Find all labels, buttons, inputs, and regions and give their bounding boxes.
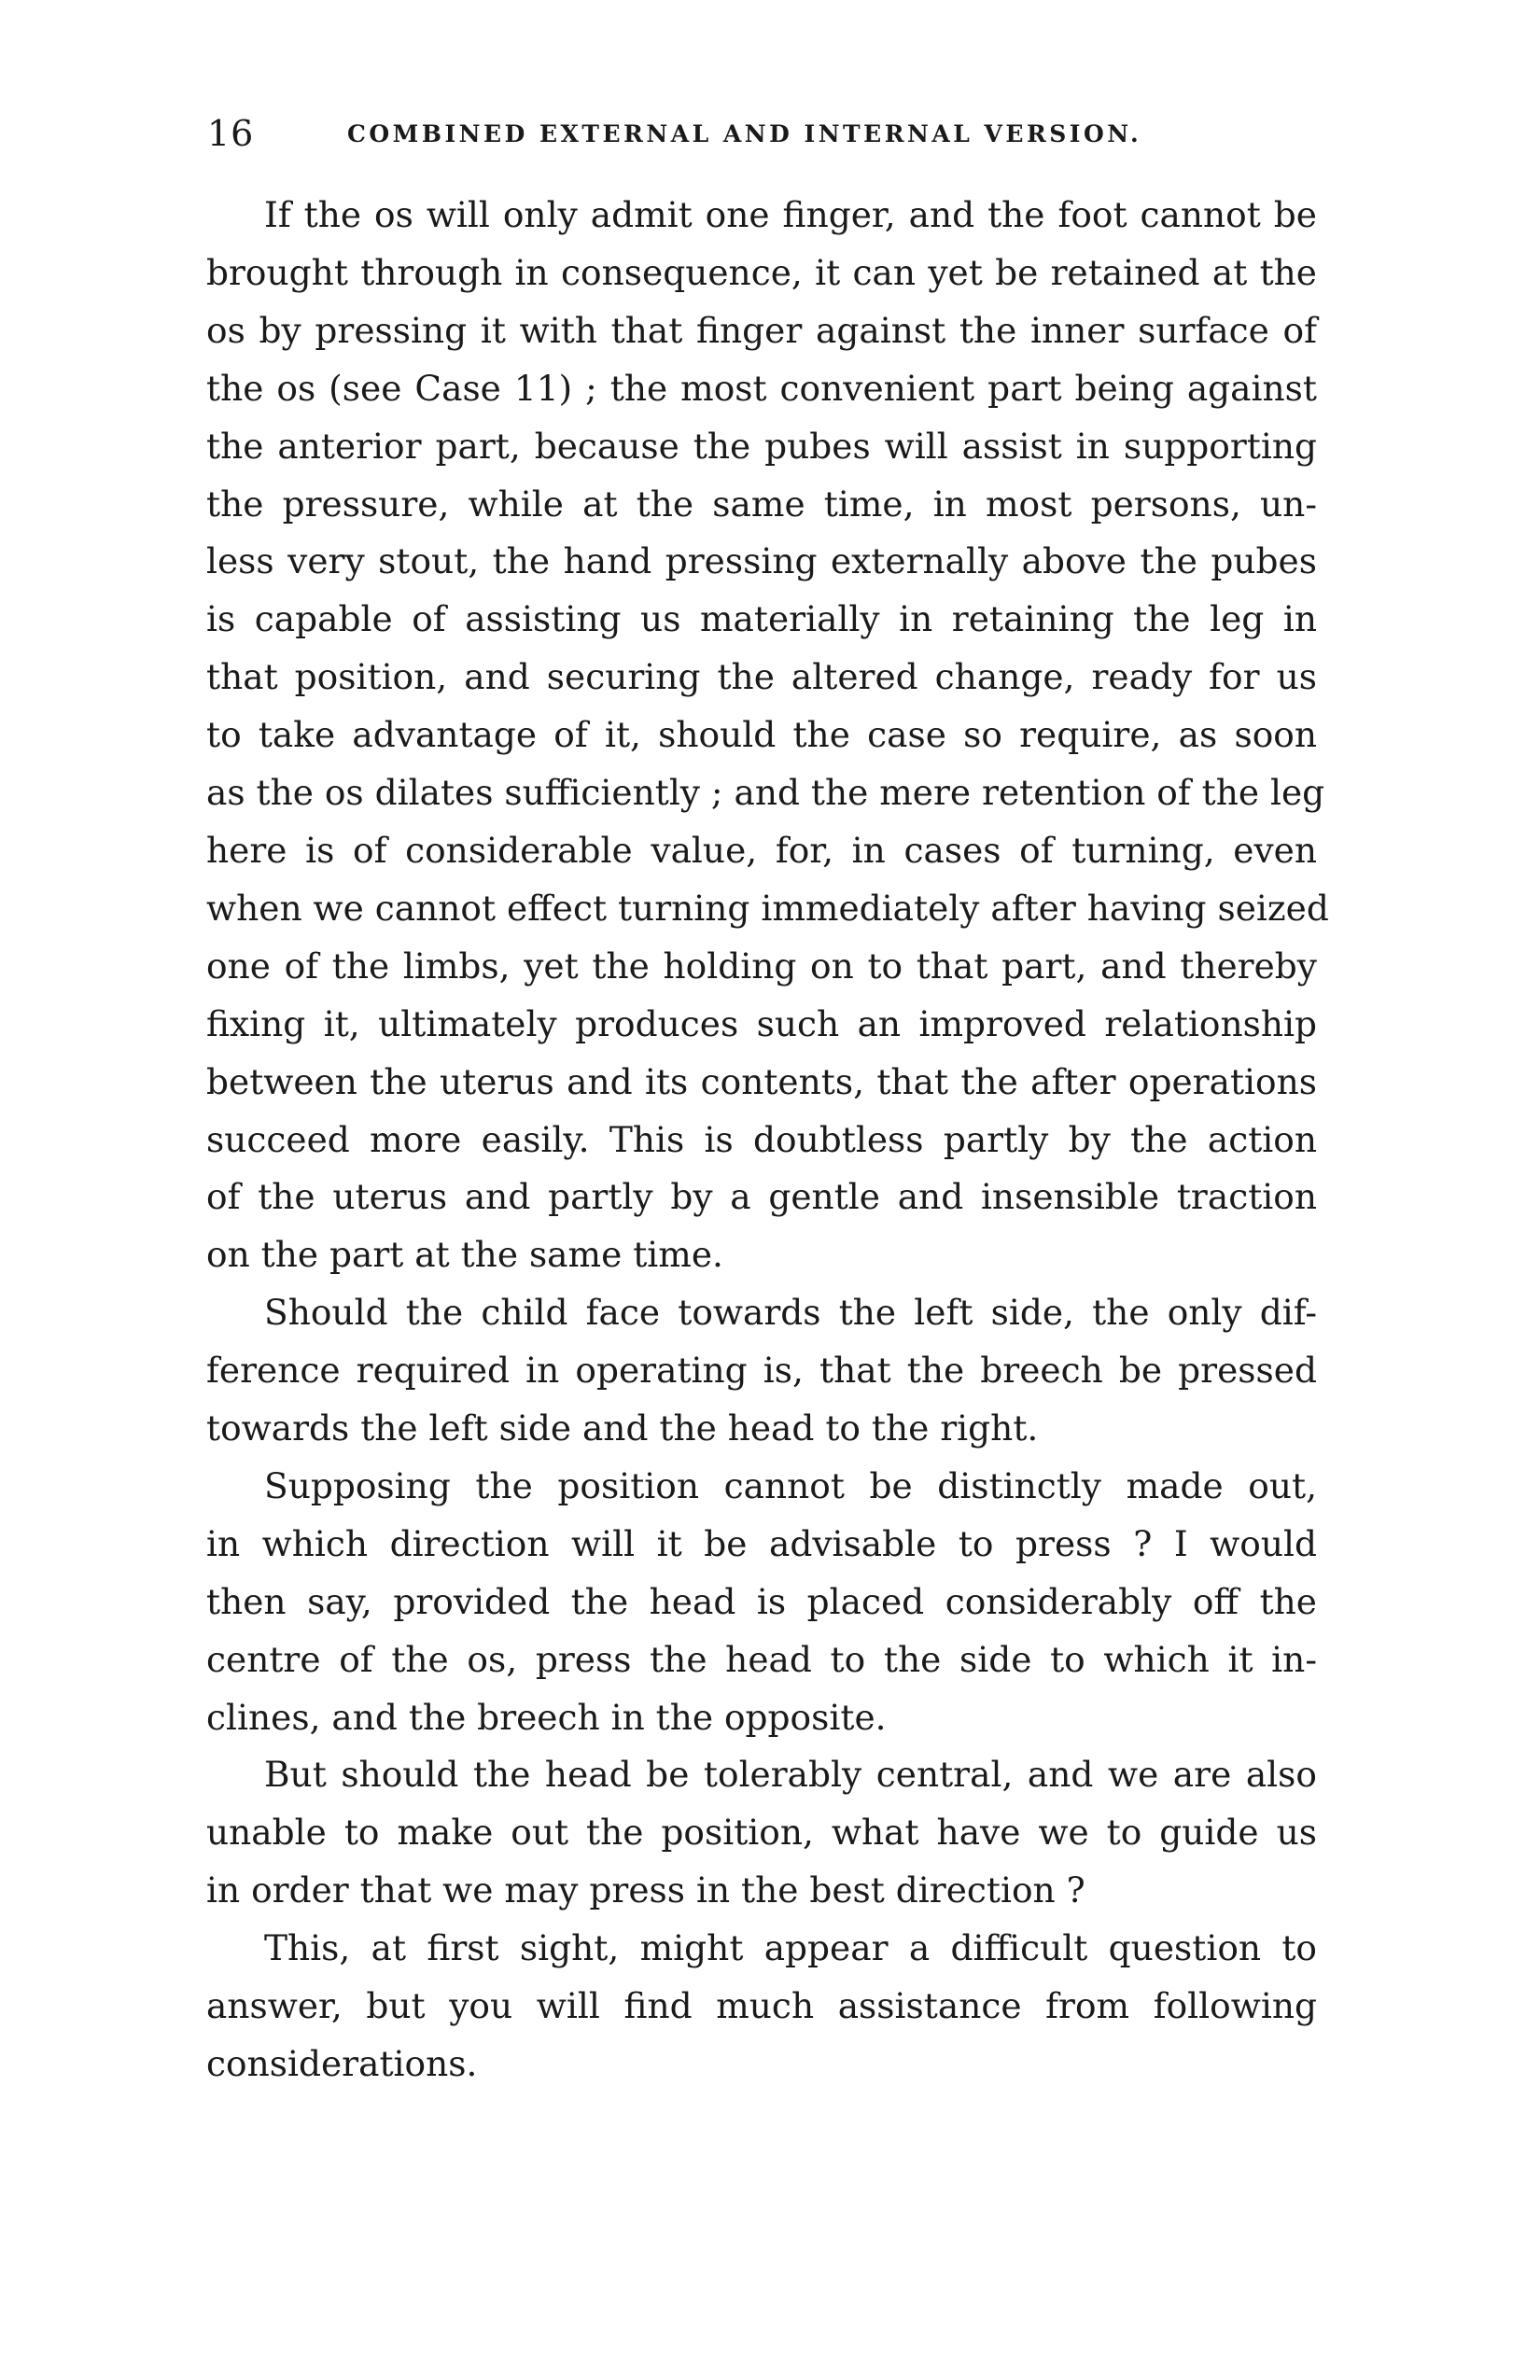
text-line: as the os dilates sufficiently ; and the mere retention of the leg (206, 772, 1325, 814)
text-line: here is of considerable value, for, in cases of turning, even (206, 829, 1317, 871)
text-line: centre of the os, press the head to the side to which it in- (206, 1638, 1317, 1680)
text-line: on the part at the same time. (206, 1234, 723, 1276)
text-line: Supposing the position cannot be distinctly made out, (264, 1464, 1317, 1506)
paragraph (206, 1458, 1317, 1747)
text-line: clines, and the breech in the opposite. (206, 1696, 887, 1738)
page-header (207, 110, 1309, 157)
text-line: This, at first sight, might appear a difficult question to (264, 1927, 1317, 1969)
text-line: of the uterus and partly by a gentle and insensible traction (206, 1176, 1317, 1218)
text-line: the anterior part, because the pubes will assist in supporting (206, 425, 1317, 467)
text-line: the pressure, while at the same time, in most persons, un- (206, 483, 1317, 525)
text-line: considerations. (206, 2043, 478, 2084)
text-line: between the uterus and its contents, that the after operations (206, 1060, 1317, 1102)
paragraph (206, 1920, 1317, 2093)
text-line: in order that we may press in the best direction ? (206, 1869, 1085, 1911)
text-line: answer, but you will find much assistance from following (206, 1985, 1317, 2027)
text-line: os by pressing it with that finger against the inner surface of (206, 309, 1317, 351)
text-line: brought through in consequence, it can yet be retained at the (206, 251, 1317, 293)
paragraph (206, 187, 1329, 1284)
text-line: ference required in operating is, that the breech be pressed (206, 1350, 1317, 1392)
page-number: 16 (207, 113, 255, 154)
text-line: to take advantage of it, should the case so require, as soon (206, 714, 1317, 756)
text-line: less very stout, the hand pressing externally above the pubes (206, 540, 1317, 582)
text-line: the os (see Case 11) ; the most convenient part being against (206, 367, 1317, 409)
text-line: is capable of assisting us materially in retaining the leg in (206, 598, 1317, 640)
text-line: when we cannot effect turning immediately after having seized (206, 887, 1329, 929)
text-line: in which direction will it be advisable to press ? I would (206, 1522, 1317, 1564)
text-line: one of the limbs, yet the holding on to that part, and thereby (206, 945, 1317, 987)
text-line: If the os will only admit one finger, and the foot cannot be (264, 194, 1317, 235)
body-text (206, 187, 1329, 2093)
running-title: COMBINED EXTERNAL AND INTERNAL VERSION. (347, 120, 1142, 147)
paragraph (206, 1746, 1317, 1920)
text-line: that position, and securing the altered change, ready for us (206, 656, 1317, 698)
text-line: Should the child face towards the left side, the only dif- (264, 1292, 1317, 1334)
paragraph (206, 1284, 1317, 1458)
text-line: unable to make out the position, what have we to guide us (206, 1812, 1317, 1854)
text-line: towards the left side and the head to the right. (206, 1407, 1039, 1449)
text-line: But should the head be tolerably central, and we are also (264, 1754, 1317, 1796)
text-line: fixing it, ultimately produces such an improved relationship (206, 1002, 1317, 1044)
text-line: succeed more easily. This is doubtless partly by the action (206, 1118, 1317, 1160)
text-line: then say, provided the head is placed considerably off the (206, 1580, 1317, 1622)
